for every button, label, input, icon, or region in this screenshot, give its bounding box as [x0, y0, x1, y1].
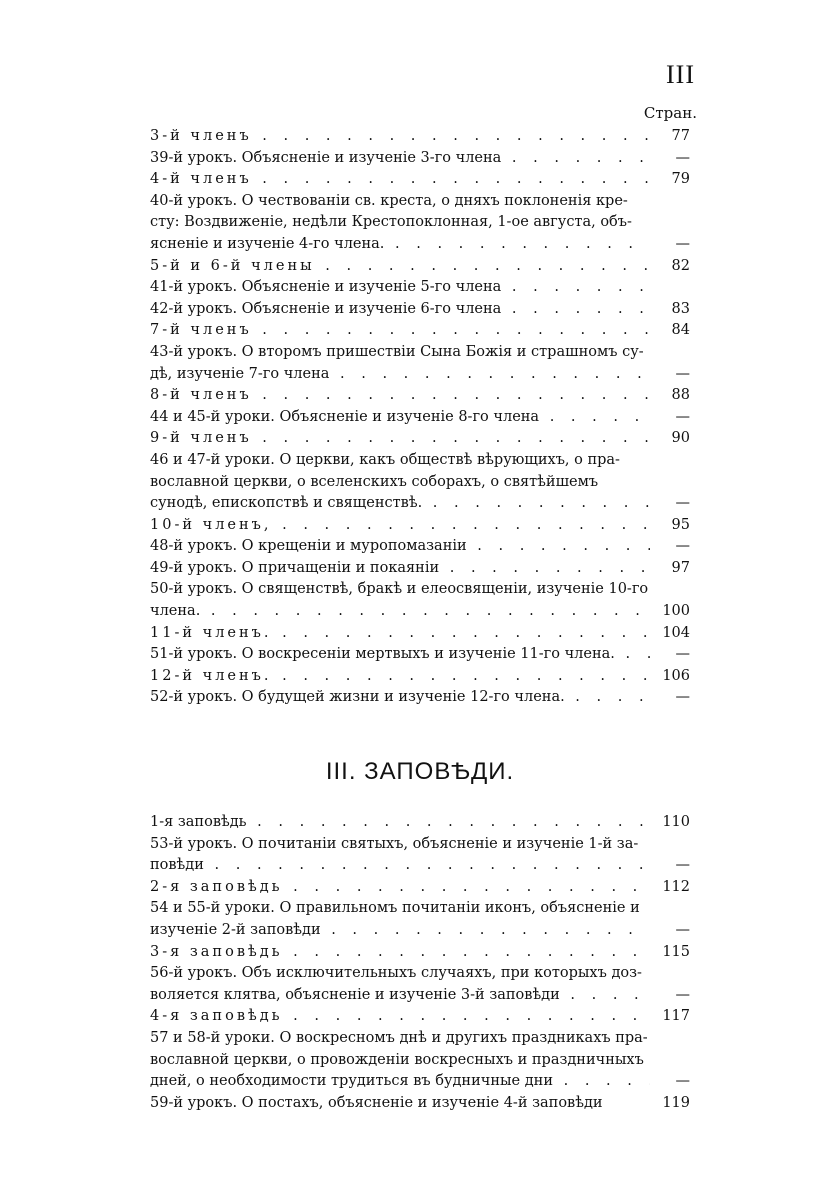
toc-entry-title — [150, 407, 650, 429]
toc-entry — [150, 169, 690, 191]
toc-entry-text: 42-й урокъ. Объясненіе и изученіе 6-го члена — [150, 300, 502, 317]
toc-entry-page: — — [675, 408, 690, 425]
toc-entry-line: 56-й урокъ. Объ исключительныхъ случаяхъ, при которыхъ доз- — [150, 965, 642, 982]
toc-entry-text: 9-й членъ — [150, 430, 252, 447]
toc-entry-text: 3-я заповѣдь — [150, 943, 283, 960]
toc-entry-line: 50-й урокъ. О священствѣ, бракѣ и елеосвященіи, изученіе 10-го — [150, 581, 649, 598]
toc-entry-title — [150, 385, 650, 407]
toc-entry-text: 44 и 45-й уроки. Объясненіе и изученіе 8-го члена — [150, 408, 540, 425]
toc-entry-title — [150, 1093, 650, 1115]
toc-entry — [150, 299, 690, 321]
toc-entry — [150, 558, 690, 580]
toc-entry-line: повѣди . . . — [150, 855, 650, 877]
section-title: III. ЗАПОВѢДИ. — [325, 758, 515, 785]
toc-entry — [150, 942, 690, 964]
toc-entry-page: 90 — [671, 430, 690, 447]
toc-entry — [150, 1093, 690, 1115]
toc-entry-title — [150, 877, 650, 899]
toc-entry-line: вославной церкви, о провожденіи воскресныхъ и праздничныхъ — [150, 1051, 644, 1068]
toc-entry — [150, 407, 690, 429]
toc-entry-title — [150, 1028, 650, 1093]
toc-entry — [150, 191, 690, 256]
toc-entry — [150, 385, 690, 407]
toc-entry — [150, 579, 690, 622]
toc-entry-title — [150, 963, 650, 1006]
toc-entry — [150, 277, 690, 299]
toc-entry — [150, 812, 690, 834]
toc-entry-title — [150, 277, 650, 299]
toc-entry — [150, 256, 690, 278]
toc-entry-title — [150, 256, 650, 278]
toc-entry-title — [150, 515, 650, 537]
toc-entry — [150, 834, 690, 877]
toc-entry — [150, 963, 690, 1006]
toc-entry-line: 57 и 58-й уроки. О воскресномъ днѣ и другихъ праздникахъ пра- — [150, 1029, 648, 1046]
toc-entry-line: 43-й урокъ. О второмъ пришествіи Сына Божія и страшномъ су- — [150, 343, 644, 360]
toc-entry — [150, 515, 690, 537]
toc-entry-line: 54 и 55-й уроки. О правильномъ почитаніи иконъ, объясненіе и — [150, 900, 640, 917]
toc-entry-page: 106 — [662, 667, 690, 684]
toc-entry-text: 41-й урокъ. Объясненіе и изученіе 5-го члена — [150, 279, 502, 296]
toc-entry-page: — — [675, 149, 690, 166]
toc-entry-line: вославной церкви, о вселенскихъ соборахъ, о святѣйшемъ — [150, 473, 599, 490]
toc-entry-text: 12-й членъ. — [150, 667, 272, 684]
toc-entry-title — [150, 148, 650, 170]
toc-part-two — [150, 812, 690, 1114]
page-column-header: Стран. — [643, 104, 697, 122]
toc-entry-page: 104 — [662, 624, 690, 641]
toc-entry-page: 100 — [662, 603, 690, 620]
toc-entry-title — [150, 942, 650, 964]
toc-entry-page: 77 — [671, 128, 690, 144]
toc-entry-text: 48-й урокъ. О крещеніи и муропомазаніи — [150, 538, 467, 555]
toc-entry-page: 117 — [662, 1008, 690, 1025]
toc-entry-title — [150, 320, 650, 342]
toc-entry-line: ясненіе и изученіе 4-го члена. . . . — [150, 234, 650, 256]
toc-entry-line: 46 и 47-й уроки. О церкви, какъ обществѣ вѣрующихъ, о пра- — [150, 451, 620, 468]
toc-entry-page: — — [675, 646, 690, 663]
toc-entry — [150, 666, 690, 688]
toc-entry — [150, 342, 690, 385]
toc-entry-title — [150, 169, 650, 191]
toc-entry-title — [150, 342, 650, 385]
toc-entry-page: 110 — [662, 814, 690, 830]
toc-entry-title — [150, 536, 650, 558]
toc-entry-page: — — [675, 538, 690, 555]
toc-entry — [150, 877, 690, 899]
toc-entry-page: — — [675, 365, 690, 382]
toc-entry-page: — — [675, 921, 690, 938]
toc-entry-title — [150, 687, 650, 709]
toc-entry-page: 82 — [671, 257, 690, 274]
toc-entry-text: 2-я заповѣдь — [150, 878, 283, 895]
toc-entry-page: — — [675, 495, 690, 512]
toc-entry-text: 59-й урокъ. О постахъ, объясненіе и изученіе 4-й заповѣди — [150, 1094, 603, 1111]
toc-entry-page: — — [675, 986, 690, 1003]
toc-entry-text: 51-й урокъ. О воскресеніи мертвыхъ и изученіе 11-го члена. — [150, 646, 615, 663]
toc-entry — [150, 1028, 690, 1093]
toc-entry-line: сунодѣ, епископствѣ и священствѣ. . . . — [150, 493, 650, 515]
toc-entry-text: 11-й членъ. — [150, 624, 272, 641]
toc-entry — [150, 320, 690, 342]
toc-entry-page: — — [675, 235, 690, 252]
toc-entry — [150, 126, 690, 148]
toc-entry — [150, 898, 690, 941]
toc-entry-title — [150, 450, 650, 515]
toc-entry — [150, 1006, 690, 1028]
toc-entry-text: 8-й членъ — [150, 387, 252, 404]
toc-entry-line: изученіе 2-й заповѣди . . . — [150, 920, 650, 942]
toc-entry-text: 7-й членъ — [150, 322, 252, 339]
toc-entry-text: 4-й членъ — [150, 171, 252, 188]
toc-entry — [150, 450, 690, 515]
toc-entry-line: дней, о необходимости трудиться въ будничные дни . . . — [150, 1071, 650, 1093]
toc-entry-text: 5-й и 6-й члены — [150, 257, 315, 274]
toc-entry-page: — — [675, 1073, 690, 1090]
toc-entry — [150, 644, 690, 666]
toc-part-one — [150, 126, 690, 709]
toc-entry-line: 40-й урокъ. О чествованіи св. креста, о дняхъ поклоненія кре- — [150, 192, 628, 209]
toc-entry-title — [150, 428, 650, 450]
toc-entry — [150, 687, 690, 709]
toc-entry-text: 52-й урокъ. О будущей жизни и изученіе 12-го члена. — [150, 689, 565, 706]
page-number: III — [666, 60, 695, 89]
toc-entry-title — [150, 299, 650, 321]
toc-entry-line: сту: Воздвиженіе, недѣли Крестопоклонная, 1-ое августа, объ- — [150, 214, 632, 231]
toc-entry-title — [150, 898, 650, 941]
toc-entry-page: 97 — [671, 559, 690, 576]
toc-entry — [150, 148, 690, 170]
toc-entry-page: 84 — [671, 322, 690, 339]
toc-entry-title — [150, 666, 650, 688]
toc-entry-title — [150, 191, 650, 256]
toc-entry — [150, 536, 690, 558]
toc-entry-page: — — [675, 857, 690, 874]
toc-entry-text: 3-й членъ — [150, 128, 252, 144]
toc-entry-page: 83 — [671, 300, 690, 317]
toc-entry-title — [150, 644, 650, 666]
toc-entry-page: 115 — [662, 943, 690, 960]
toc-entry-text: 49-й урокъ. О причащеніи и покаяніи — [150, 559, 440, 576]
toc-entry — [150, 428, 690, 450]
toc-entry-title — [150, 579, 650, 622]
toc-entry-title — [150, 812, 650, 834]
toc-entry-page: 79 — [671, 171, 690, 188]
toc-entry-text: 1-я заповѣдь — [150, 814, 247, 830]
toc-entry-title — [150, 834, 650, 877]
toc-entry-page: 95 — [671, 516, 690, 533]
toc-entry-text: 39-й урокъ. Объясненіе и изученіе 3-го члена — [150, 149, 502, 166]
toc-entry-line: воляется клятва, объясненіе и изученіе 3-й заповѣди . . . — [150, 985, 650, 1007]
toc-entry-title — [150, 558, 650, 580]
toc-entry — [150, 623, 690, 645]
toc-entry-page: 119 — [662, 1094, 690, 1111]
toc-entry-text: 4-я заповѣдь — [150, 1008, 283, 1025]
toc-entry-page: 112 — [662, 878, 690, 895]
toc-entry-title — [150, 623, 650, 645]
toc-entry-title — [150, 126, 650, 148]
toc-entry-page: — — [675, 689, 690, 706]
toc-entry-text: 10-й членъ, — [150, 516, 272, 533]
toc-entry-page: 88 — [671, 387, 690, 404]
toc-entry-title — [150, 1006, 650, 1028]
toc-entry-line: члена. . . . — [150, 601, 650, 623]
toc-entry-line: 53-й урокъ. О почитаніи святыхъ, объясненіе и изученіе 1-й за- — [150, 835, 639, 852]
toc-entry-line: дѣ, изученіе 7-го члена . . . — [150, 364, 650, 386]
